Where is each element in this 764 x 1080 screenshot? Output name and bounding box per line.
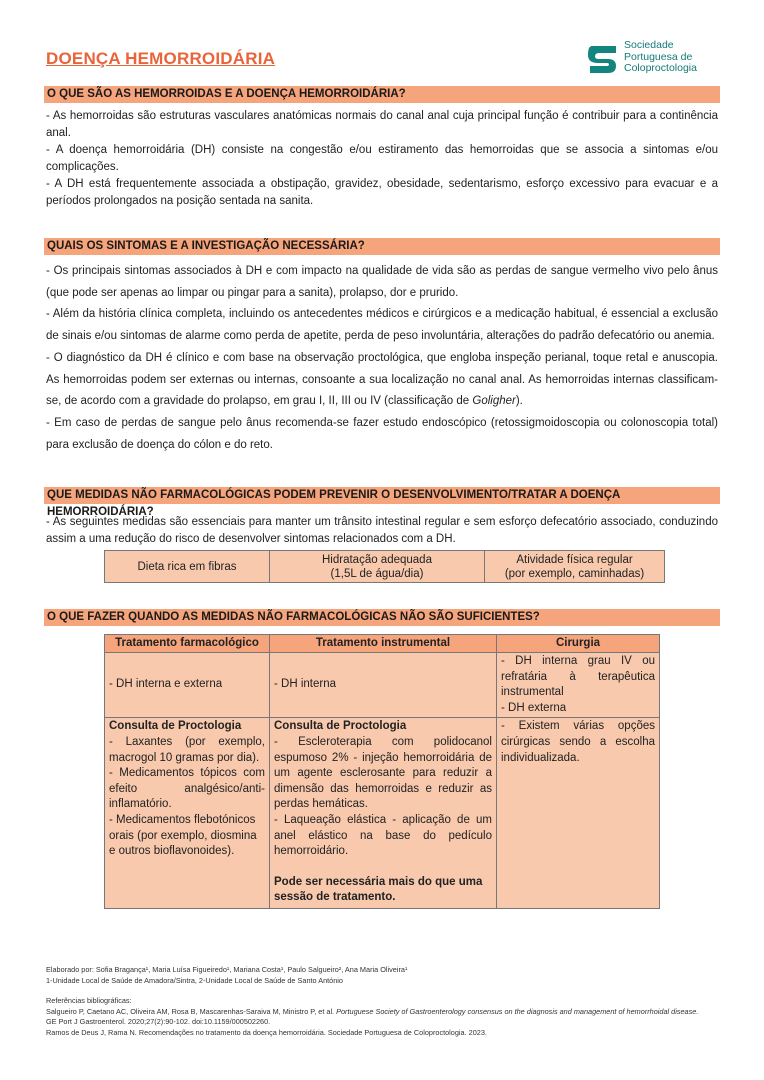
table-cell: - DH interna grau IV ou refratária à terapêutica instrumental - DH externa [497,653,660,718]
treatment-table [104,634,660,909]
section-heading-treatment: O QUE FAZER QUANDO AS MEDIDAS NÃO FARMACOLÓGICAS NÃO SÃO SUFICIENTES? [44,609,720,626]
section-heading-symptoms: QUAIS OS SINTOMAS E A INVESTIGAÇÃO NECESSÁRIA? [44,238,720,255]
paragraph: - As hemorroidas são estruturas vasculares anatómicas normais do canal anal cuja principal função é contribuir para a continência anal. [46,110,718,139]
logo-text-line2: Portuguesa de [624,50,693,63]
footer-reference: GE Port J Gastroenterol. 2020;27(2):90-102. doi:10.1159/000502260. [46,1017,271,1026]
column-header: Tratamento farmacológico [105,635,270,653]
table-cell: - DH interna [270,653,497,718]
logo-text-line1: Sociedade [624,39,674,51]
section-heading-what-are: O QUE SÃO AS HEMORROIDAS E A DOENÇA HEMORROIDÁRIA? [44,86,720,103]
table-cell: - Existem várias opções cirúrgicas sendo a escolha individualizada. [497,718,660,909]
goligher-term: Goligher [472,395,516,408]
measures-table [104,550,665,583]
measure-cell: Atividade física regular (por exemplo, caminhadas) [485,551,665,583]
paragraph: - Os principais sintomas associados à DH e com impacto na qualidade de vida são as perdas de sangue vermelho vivo pelo ânus (que pode ser apenas ao limpar ou pingar para a sanita), prolapso, dor e prurido. [46,265,718,299]
column-header: Tratamento instrumental [270,635,497,653]
measure-cell: Dieta rica em fibras [105,551,270,583]
paragraph: - Além da história clínica completa, incluindo os antecedentes médicos e cirúrgicos e a medicação habitual, é essencial a exclusão de sinais e/ou sintomas de alarme como perda de apetite, perda de peso involuntária, alterações do padrão defecatório ou anemia. [46,308,718,343]
spcp-logo-icon [586,42,620,76]
paragraph: - A DH está frequentemente associada a obstipação, gravidez, obesidade, sedentarismo, esforço excessivo para evacuar e a períodos prolongados na posição sentada na sanita. [46,178,718,207]
paragraph: - O diagnóstico da DH é clínico e com base na observação proctológica, que engloba inspeção perianal, toque retal e anuscopia. As hemorroidas podem ser externas ou internas, consoante a sua localização no canal anal. As hemorroidas internas classificam-se, de acordo com a gravidade do prolapso, em grau I, II, III ou IV (classificação de Goligher). [46,351,718,408]
footer-authors: Elaborado por: Sofia Bragança¹, Maria Luísa Figueiredo¹, Mariana Costa¹, Paulo Salgueiro², Ana Maria Oliveira¹ [46,965,408,974]
section-body-symptoms [46,261,718,456]
footer-reference: Ramos de Deus J, Rama N. Recomendações no tratamento da doença hemorroidária. Sociedade Portuguesa de Coloproctologia. 2023. [46,1028,487,1037]
footer-reference: Salgueiro P, Caetano AC, Oliveira AM, Rosa B, Mascarenhas-Saraiva M, Ministro P, et al. Portuguese Society of Gastroenterology consensus on the diagnosis and management of hemorrhoidal disease. [46,1007,699,1016]
section-body-non-pharm: - As seguintes medidas são essenciais para manter um trânsito intestinal regular e sem esforço defecatório associado, conduzindo assim a uma redução do risco de desenvolver sintomas relacionados com a DH. [46,516,718,545]
table-cell: - DH interna e externa [105,653,270,718]
column-header: Cirurgia [497,635,660,653]
section-body-what-are [46,108,718,210]
paragraph: - Em caso de perdas de sangue pelo ânus recomenda-se fazer estudo endoscópico (retossigmoidoscopia ou colonoscopia total) para exclusão de doença do cólon e do reto. [46,416,718,451]
footer-affiliations: 1-Unidade Local de Saúde de Amadora/Sintra, 2-Unidade Local de Saúde de Santo António [46,976,343,985]
paragraph: - A doença hemorroidária (DH) consiste na congestão e/ou estiramento das hemorroidas que se associa a sintomas e/ou complicações. [46,144,718,173]
measure-cell: Hidratação adequada (1,5L de água/dia) [270,551,485,583]
footer-references-title: Referências bibliográficas: [46,996,132,1005]
spcp-logo [586,40,716,80]
table-cell: Consulta de Proctologia - Laxantes (por exemplo, macrogol 10 gramas por dia). - Medicamentos tópicos com efeito analgésico/anti-inflamatório. - Medicamentos flebotónicos orais (por exemplo, diosmina e outros bioflavonoides). [105,718,270,909]
section-heading-non-pharm: QUE MEDIDAS NÃO FARMACOLÓGICAS PODEM PREVENIR O DESENVOLVIMENTO/TRATAR A DOENÇA HEMORROIDÁRIA? [44,487,720,504]
table-cell: Consulta de Proctologia - Escleroterapia com polidocanol espumoso 2% - injeção hemorroidária de um agente esclerosante para reduzir a dimensão das hemorroidas e reduzir as perdas hemáticas. - Laqueação elástica - aplicação de um anel elástico na base do pedículo hemorroidário. Pode ser necessária mais do que uma sessão de tratamento. [270,718,497,909]
logo-text-line3: Coloproctologia [624,62,697,74]
page-title: DOENÇA HEMORROIDÁRIA [46,49,276,68]
